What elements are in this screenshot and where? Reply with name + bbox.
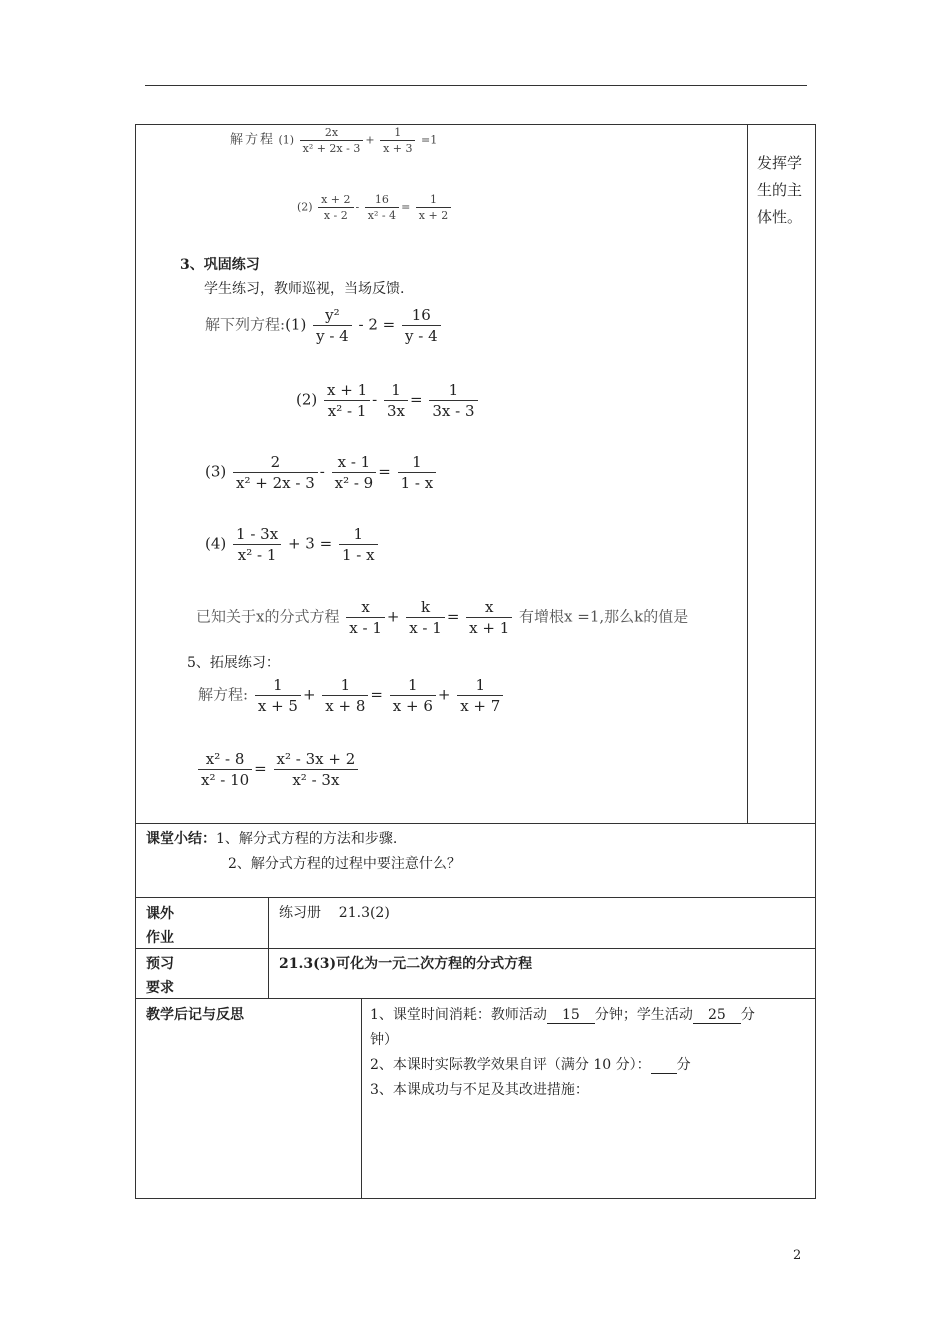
numerator: 2 [233, 453, 318, 473]
eq-label: (2) [296, 390, 318, 409]
numerator: 1 [322, 676, 368, 696]
reflection-text: 1、课堂时间消耗：教师活动 [370, 1007, 547, 1023]
row-divider-summary [135, 823, 816, 824]
numerator: 1 [339, 525, 378, 545]
numerator: 1 - 3x [233, 525, 281, 545]
fraction [233, 525, 281, 564]
equation-top-1: 解方程 (1) $\frac{2x}{\text{x² + 2x - 3}}$ + $\frac{1}{x + 3}$ =1 [230, 126, 438, 155]
numerator: 1 [457, 676, 503, 696]
reflection-text: 分钟；学生活动 [594, 1007, 693, 1023]
denominator: y - 4 [405, 327, 438, 345]
equation-top-2: (2) $\frac{x + 2}{x - 2}$ - $\frac{16}{\text{x² - 4}}$ = $\frac{1}{x + 2}$ [297, 193, 453, 222]
practice-heading: 3、巩固练习 [180, 257, 260, 273]
fraction [416, 193, 451, 222]
fraction [384, 381, 408, 420]
known-problem-suffix: 有增根x =1,那么k的值是 [519, 607, 689, 626]
numerator: 1 [390, 676, 436, 696]
fraction [255, 676, 301, 715]
fraction [339, 525, 378, 564]
student-minutes: 25 [693, 1007, 741, 1024]
denominator: x² + 2x - 3 [236, 474, 315, 492]
numerator: y² [313, 306, 352, 326]
summary-item: 2、解分式方程的过程中要注意什么？ [228, 856, 461, 872]
fraction [233, 453, 318, 492]
side-column-divider [747, 124, 748, 823]
numerator: 1 [416, 193, 451, 208]
fraction [429, 381, 477, 420]
practice-equation-4 [205, 525, 380, 564]
numerator: 2x [300, 126, 364, 141]
reflection-text: 分 [676, 1057, 691, 1073]
numerator: 1 [255, 676, 301, 696]
eq-label: (1) [278, 133, 295, 147]
reflection-line-1-cont: 钟） [370, 1032, 398, 1048]
table-border-left [135, 124, 136, 1198]
known-problem: 已知关于x的分式方程 $\frac{x}{x - 1}$ + $\frac{k}{x - 1}$ = $\frac{x}{x + 1}$ 有增根x =1,那么k的值是 [196, 598, 689, 637]
denominator: x² - 1 [327, 402, 367, 420]
fraction [406, 598, 445, 637]
practice-equation-2: (2) $\frac{x + 1}{\text{x² - 1}}$ - $\frac{1}{3x}$ = $\frac{1}{3x - 3}$ [296, 381, 480, 420]
fraction [313, 306, 352, 345]
denominator: x - 2 [323, 209, 348, 222]
eq-label: (1) [285, 315, 307, 334]
reflection-text: 2、本课时实际教学效果自评（满分 10 分）： [370, 1057, 651, 1073]
extension-intro: 解方程: [198, 685, 249, 704]
fraction [390, 676, 436, 715]
numerator: k [406, 598, 445, 618]
label-column-divider [268, 897, 269, 998]
denominator: 1 - x [341, 546, 375, 564]
fraction [398, 453, 437, 492]
numerator: x [346, 598, 385, 618]
denominator: x + 7 [460, 697, 501, 715]
row-divider-homework [135, 897, 816, 898]
eq-label: (3) [205, 462, 227, 481]
denominator: 3x - 3 [432, 402, 475, 420]
denominator: x + 6 [392, 697, 433, 715]
teacher-minutes: 15 [547, 1007, 595, 1024]
homework-content: 练习册 21.3(2) [279, 905, 390, 921]
denominator: x² + 2x - 3 [302, 142, 361, 155]
denominator: x + 3 [383, 142, 413, 155]
numerator: 1 [398, 453, 437, 473]
page-number: 2 [793, 1248, 802, 1263]
eq-label: (4) [205, 534, 227, 553]
denominator: y - 4 [316, 327, 349, 345]
eq-operator: + 3 = [287, 534, 333, 553]
fraction [365, 193, 399, 222]
numerator: 1 [380, 126, 415, 141]
numerator: 16 [402, 306, 441, 326]
numerator: x + 2 [318, 193, 353, 208]
eq-label: (2) [297, 200, 313, 214]
known-problem-clip [190, 598, 747, 648]
fraction [318, 193, 353, 222]
numerator: x + 1 [324, 381, 370, 401]
self-score-blank [651, 1057, 677, 1074]
reflection-column-divider [361, 998, 362, 1198]
numerator: x² - 8 [198, 750, 252, 770]
fraction [198, 750, 252, 789]
summary-line-1 [146, 828, 397, 848]
numerator: x² - 3x + 2 [274, 750, 359, 770]
fraction [457, 676, 503, 715]
numerator: 16 [365, 193, 399, 208]
fraction [300, 126, 364, 155]
header-rule [145, 85, 807, 86]
denominator: x + 2 [418, 209, 449, 222]
fraction [274, 750, 359, 789]
denominator: x + 5 [257, 697, 298, 715]
row-divider-preview [135, 948, 816, 949]
homework-label [146, 902, 174, 950]
homework-label-line: 课外 [146, 906, 174, 922]
reflection-line-3: 3、本课成功与不足及其改进措施： [370, 1082, 589, 1098]
fraction [332, 453, 377, 492]
extension-heading: 5、拓展练习： [187, 655, 280, 671]
numerator: 1 [384, 381, 408, 401]
denominator: 3x [386, 402, 405, 420]
preview-content: 21.3(3)可化为一元二次方程的分式方程 [279, 956, 533, 972]
denominator: x - 1 [349, 619, 382, 637]
practice-intro: 解下列方程: [205, 315, 286, 334]
extension-equation-1: 解方程: $\frac{1}{x + 5}$ + $\frac{1}{x + 8}$ = $\frac{1}{x + 6}$ + $\frac{1}{x + 7}$ [198, 676, 505, 715]
practice-equation-3: (3) $\frac{2}{\text{x² + 2x - 3}}$ - $\frac{x - 1}{\text{x² - 9}}$ = $\frac{1}{1 - x}$ [205, 453, 438, 492]
denominator: x² - 10 [201, 771, 250, 789]
homework-label-line: 作业 [146, 930, 174, 946]
reflection-text: 分 [740, 1007, 755, 1023]
extension-equation-2: $\frac{\text{x² - 8}}{\text{x² - 10}}$ = $\frac{\text{x² - 3x + 2}}{\text{x² - 3x}}$ [196, 750, 360, 789]
row-divider-reflection [135, 998, 816, 999]
summary-label: 课堂小结： [146, 831, 216, 847]
preview-label-line: 预习 [146, 956, 174, 972]
denominator: x² - 3x [292, 771, 340, 789]
preview-label-line: 要求 [146, 980, 174, 996]
fraction [324, 381, 370, 420]
practice-description: 学生练习，教师巡视，当场反馈. [204, 281, 405, 297]
denominator: x + 1 [469, 619, 510, 637]
reflection-label: 教学后记与反思 [146, 1007, 244, 1023]
summary-item: 1、解分式方程的方法和步骤. [216, 831, 398, 847]
intro-label: 解方程 [230, 132, 276, 148]
denominator: x² - 4 [367, 209, 397, 222]
fraction [466, 598, 512, 637]
fraction [380, 126, 415, 155]
fraction [322, 676, 368, 715]
practice-equation-1 [205, 306, 443, 345]
eq-rhs: =1 [420, 133, 438, 147]
eq-operator: - 2 = [358, 315, 396, 334]
denominator: x - 1 [409, 619, 442, 637]
fraction [402, 306, 441, 345]
fraction [346, 598, 385, 637]
reflection-line-1 [370, 1004, 755, 1024]
reflection-line-2 [370, 1054, 691, 1074]
numerator: x - 1 [332, 453, 377, 473]
denominator: x + 8 [325, 697, 366, 715]
side-note: 发挥学生的主体性。 [757, 154, 803, 226]
table-border-bottom [135, 1198, 816, 1199]
denominator: x² - 9 [334, 474, 374, 492]
known-problem-prefix: 已知关于x的分式方程 [196, 607, 340, 626]
preview-label [146, 952, 174, 1000]
numerator: 1 [429, 381, 477, 401]
denominator: x² - 1 [237, 546, 277, 564]
denominator: 1 - x [400, 474, 434, 492]
table-border-top [135, 124, 816, 125]
numerator: x [466, 598, 512, 618]
table-border-right [815, 124, 816, 1198]
